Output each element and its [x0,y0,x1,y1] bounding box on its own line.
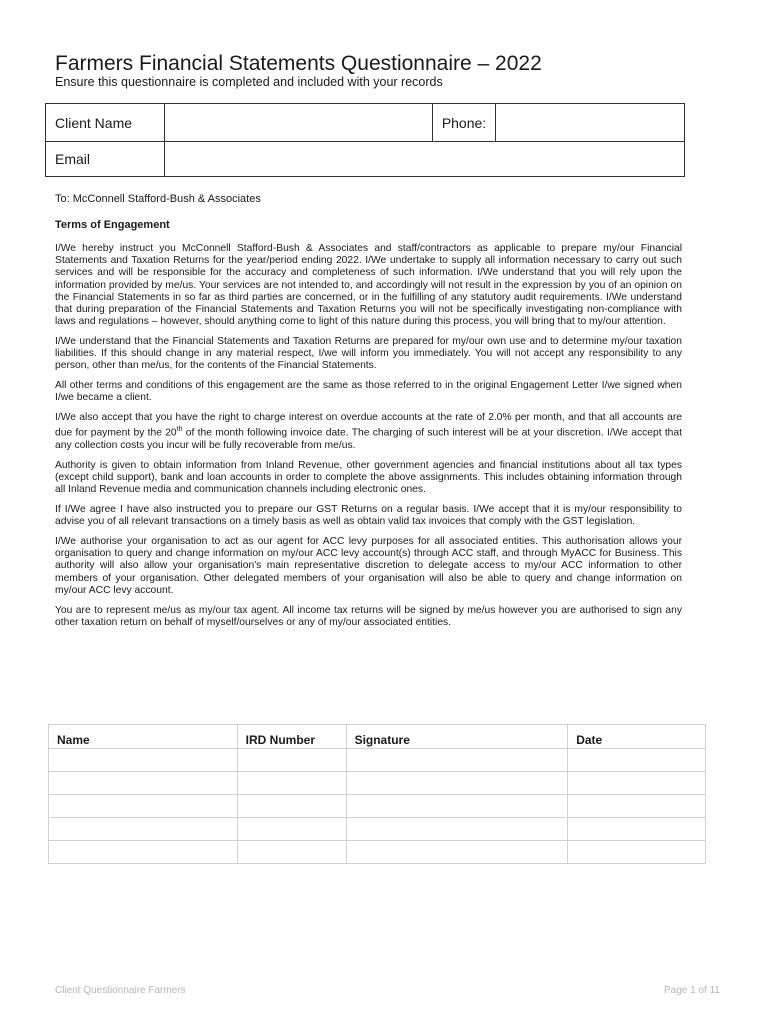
name-cell[interactable] [49,818,238,841]
signature-cell[interactable] [346,841,568,864]
column-header-signature: Signature [346,725,568,749]
ird-number-cell[interactable] [237,818,346,841]
terms-paragraph-1: I/We hereby instruct you McConnell Stafford-Bush & Associates and staff/contractors as applicable to prepare my/our Financial Statements and Taxation Returns for the year/period ending 2022. I/We undertake to supply all information necessary to carry out such services and will be responsible for the accuracy and completeness of such information. I/We understand that you will rely upon the information provided by me/us. Your services are not intended to, and accordingly will not result in the expression by you of an opinion on the Financial Statements in so far as third parties are concerned, or in the fulfilling of any statutory audit requirements. I/We understand that during preparation of the Financial Statements and Taxation Returns you will not be specifically investigating non-compliance with laws and regulations – however, should anything come to light of this nature during this process, you will bring that to my/our attention. [55,243,682,328]
terms-paragraph-5: Authority is given to obtain information from Inland Revenue, other government agencies and financial institutions about all tax types (except child support), bank and loan accounts in order to complete the above assignments. This includes obtaining information through all Inland Revenue media and communication channels including electronic ones. [55,459,682,496]
table-row [49,772,706,795]
name-cell[interactable] [49,749,238,772]
signature-table [48,724,706,864]
phone-field[interactable] [496,104,685,142]
column-header-date: Date [568,725,706,749]
page-title: Farmers Financial Statements Questionnaire – 2022 [55,52,542,75]
column-header-name: Name [49,725,238,749]
interest-text-start: I/We also accept that you have the right to charge interest on overdue accounts at the rate of 2.0% per month, and that all accounts are due for payment by the 20 [55,412,682,439]
date-cell[interactable] [568,818,706,841]
email-field[interactable] [164,142,684,177]
ird-number-cell[interactable] [237,795,346,818]
terms-body [55,243,682,637]
signature-cell[interactable] [346,749,568,772]
page-subtitle: Ensure this questionnaire is completed and included with your records [55,75,443,89]
terms-paragraph-3: All other terms and conditions of this engagement are the same as those referred to in the original Engagement Letter I/we signed when I/we became a client. [55,380,682,404]
terms-heading: Terms of Engagement [55,219,170,231]
table-row [49,818,706,841]
date-cell[interactable] [568,772,706,795]
table-row [49,749,706,772]
footer-page-number: Page 1 of 11 [664,985,720,996]
phone-label: Phone: [432,104,495,142]
client-name-field[interactable] [164,104,432,142]
date-cell[interactable] [568,795,706,818]
ird-number-cell[interactable] [237,772,346,795]
ird-number-cell[interactable] [237,749,346,772]
interest-text-end: of the month following invoice date. The charging of such interest will be at your discretion. I/We accept that any collection costs you incur will be fully recoverable from me/us. [55,427,682,452]
date-cell[interactable] [568,749,706,772]
terms-paragraph-4 [55,412,682,452]
ordinal-suffix: th [176,426,183,434]
ird-number-cell[interactable] [237,841,346,864]
terms-paragraph-7: I/We authorise your organisation to act as our agent for ACC levy purposes for all associated entities. This authorisation allows your organisation to query and change information on my/our ACC levy account(s) through ACC staff, and through MyACC for Business. This authority will also allow your organisation's main representative discretion to delegate access to my/our ACC information to other members of your organisation. Other delegated members of your organisation will also be able to query and change information on my/our ACC levy account. [55,536,682,596]
terms-paragraph-8: You are to represent me/us as my/our tax agent. All income tax returns will be signed by me/us however you are authorised to sign any other taxation return on behalf of myself/ourselves or any of my/our associated entities. [55,604,682,628]
name-cell[interactable] [49,772,238,795]
table-row [49,841,706,864]
name-cell[interactable] [49,841,238,864]
date-cell[interactable] [568,841,706,864]
name-cell[interactable] [49,795,238,818]
terms-paragraph-6: If I/We agree I have also instructed you to prepare our GST Returns on a regular basis. I/We accept that it is my/our responsibility to advise you of all relevant transactions on a timely basis as well as obtain valid tax invoices that comply with the GST legislation. [55,504,682,528]
email-label: Email [46,142,165,177]
client-details-table [45,103,685,177]
signature-cell[interactable] [346,795,568,818]
footer-document-name: Client Questionnaire Farmers [55,985,186,996]
signature-cell[interactable] [346,772,568,795]
client-name-label: Client Name [46,104,165,142]
column-header-ird-number: IRD Number [237,725,346,749]
signature-cell[interactable] [346,818,568,841]
terms-paragraph-2: I/We understand that the Financial Statements and Taxation Returns are prepared for my/our own use and to determine my/our taxation liabilities. If this should change in any material respect, I/we will inform you immediately. You will not accept any responsibility to any person, other than me/us, for the contents of the Financial Statements. [55,336,682,372]
table-row [49,795,706,818]
to-line: To: McConnell Stafford-Bush & Associates [55,193,261,205]
